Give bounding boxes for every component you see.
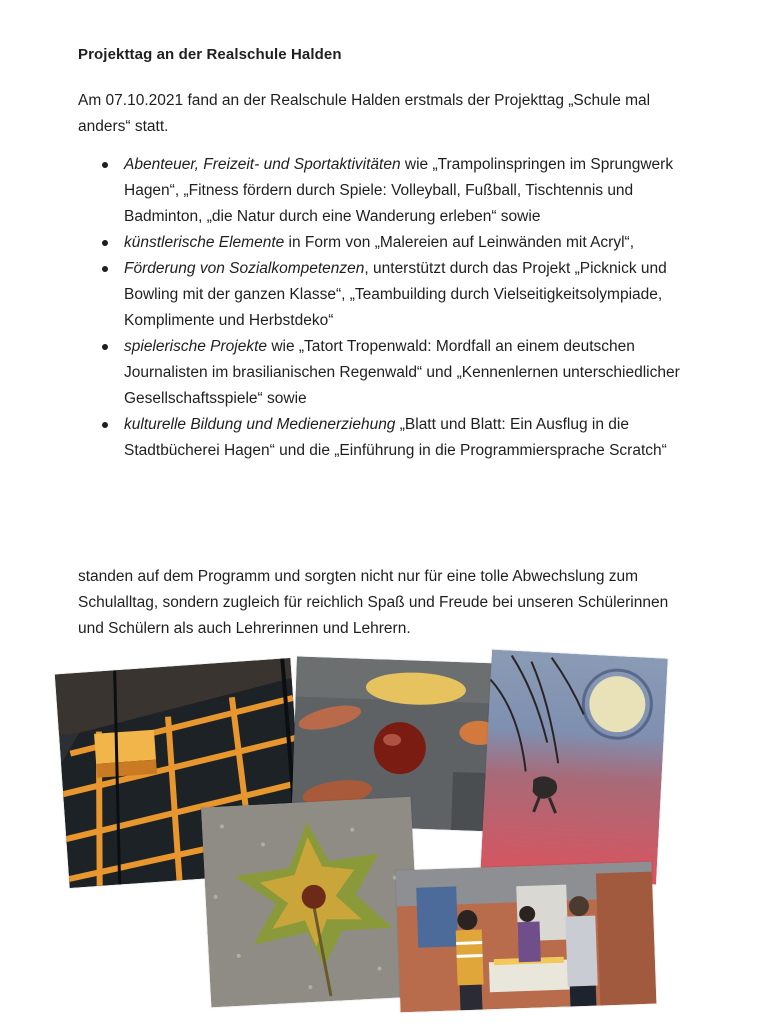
photo-classroom	[396, 862, 657, 1013]
activity-list	[0, 152, 771, 464]
list-item-text: , unterstützt durch das Projekt „Picknick und Bowling mit der ganzen Klasse“, „Teambuilding durch Vielseitigkeitsolympiade, Komplimente und Herbstdeko“	[124, 260, 667, 329]
bullet-icon	[102, 266, 108, 272]
list-item-emphasis: Förderung von Sozialkompetenzen	[124, 260, 365, 277]
list-item-text: wie „Trampolinspringen im Sprungwerk Hagen“, „Fitness fördern durch Spiele: Volleyball, Fußball, Tischtennis und Badminton, „die Natur durch eine Wanderung erleben“ sowie	[124, 156, 674, 225]
list-item	[124, 256, 684, 334]
list-item-text: in Form von „Malereien auf Leinwänden mit Acryl“,	[284, 234, 635, 251]
list-item	[124, 230, 684, 256]
closing-paragraph: standen auf dem Programm und sorgten nicht nur für eine tolle Abwechslung zum Schulalltag, sondern zugleich für reichlich Spaß und Freude bei unseren Schülerinnen und Schülern als auch Lehrerinnen und Lehrern.	[78, 568, 669, 637]
list-item	[124, 412, 684, 464]
list-item	[124, 152, 684, 230]
bullet-icon	[102, 422, 108, 428]
list-item	[124, 334, 684, 412]
list-item-text: „Blatt und Blatt: Ein Ausflug in die Stadtbücherei Hagen“ und die „Einführung in die Programmiersprache Scratch“	[124, 416, 667, 459]
list-item-emphasis: spielerische Projekte	[124, 338, 268, 355]
list-item-emphasis: künstlerische Elemente	[124, 234, 285, 251]
photo-autumn-leaf	[201, 797, 421, 1008]
bullet-icon	[102, 344, 108, 350]
photo-painting	[480, 650, 668, 885]
list-item-text: wie „Tatort Tropenwald: Mordfall an einem deutschen Journalisten im brasilianischen Regenwald“ und „Kennenlernen unterschiedlicher Gesellschaftsspiele“ sowie	[124, 338, 680, 407]
list-item-emphasis: kulturelle Bildung und Medienerziehung	[124, 416, 396, 433]
list-item-emphasis: Abenteuer, Freizeit- und Sportaktivitäten	[124, 156, 401, 173]
page-title: Projekttag an der Realschule Halden	[78, 46, 342, 63]
bullet-icon	[102, 240, 108, 246]
intro-paragraph: Am 07.10.2021 fand an der Realschule Halden erstmals der Projekttag „Schule mal anders“ statt.	[78, 92, 651, 135]
bullet-icon	[102, 162, 108, 168]
